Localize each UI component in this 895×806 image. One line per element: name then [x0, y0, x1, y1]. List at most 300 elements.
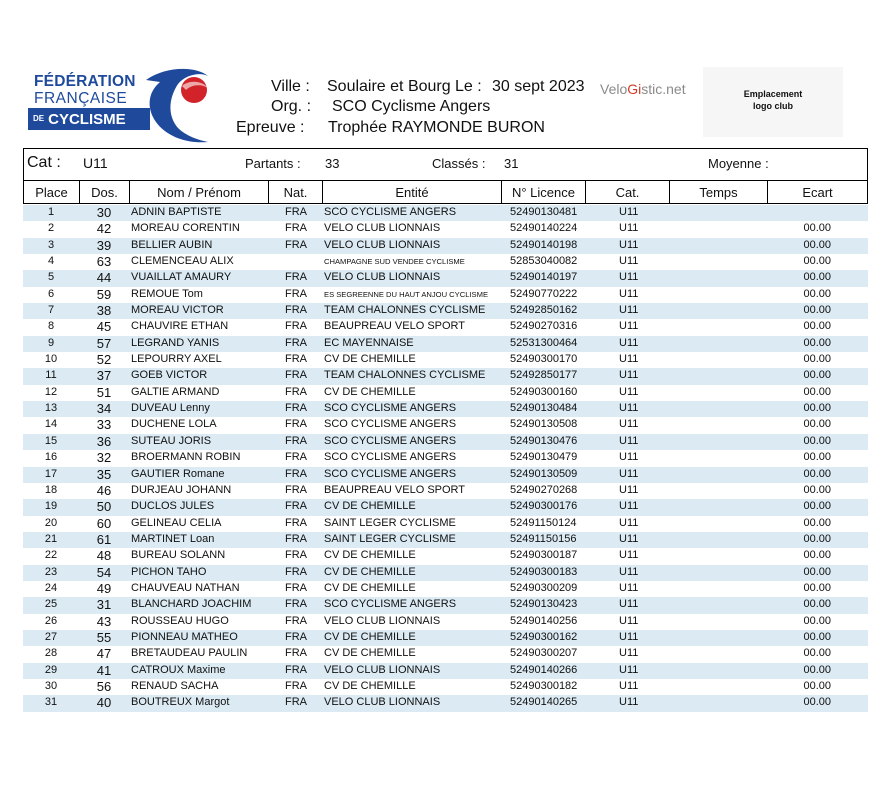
table-row	[23, 205, 868, 221]
place-cell: 21	[44, 532, 58, 545]
name-cell: VUAILLAT AMAURY	[131, 271, 232, 284]
place-cell: 29	[44, 663, 58, 676]
logo-line2: FRANÇAISE	[34, 90, 128, 107]
ecart-cell: 00.00	[803, 304, 831, 317]
name-cell: PICHON TAHO	[131, 565, 207, 578]
category-cell: U11	[619, 418, 639, 431]
name-cell: RENAUD SACHA	[131, 679, 219, 692]
ecart-cell: 00.00	[803, 516, 831, 529]
name-cell: BLANCHARD JOACHIM	[131, 598, 252, 611]
entity-cell: VELO CLUB LIONNAIS	[324, 696, 441, 709]
nationality-cell: FRA	[285, 598, 307, 611]
name-cell: BROERMANN ROBIN	[131, 451, 241, 464]
dossard-cell: 30	[96, 205, 112, 220]
ecart-cell: 00.00	[803, 369, 831, 382]
table-row	[23, 287, 868, 303]
category-cell: U11	[619, 663, 639, 676]
place-cell: 30	[44, 679, 58, 692]
ecart-cell: 00.00	[803, 663, 831, 676]
entity-cell: CV DE CHEMILLE	[324, 549, 416, 562]
dossard-cell: 37	[96, 368, 112, 384]
entity-cell: CHAMPAGNE SUD VENDEE CYCLISME	[324, 257, 465, 267]
ecart-cell: 00.00	[803, 418, 831, 431]
place-cell: 31	[44, 696, 58, 709]
dossard-cell: 51	[96, 384, 112, 400]
place-cell: 2	[47, 222, 55, 235]
dossard-cell: 34	[96, 401, 112, 417]
ecart-cell: 00.00	[803, 238, 831, 251]
category-cell: U11	[619, 222, 639, 235]
entity-cell: CV DE CHEMILLE	[324, 353, 416, 366]
dossard-cell: 50	[96, 499, 112, 515]
name-cell: BELLIER AUBIN	[131, 238, 213, 251]
ecart-cell: 00.00	[803, 222, 831, 235]
dossard-cell: 39	[96, 237, 112, 253]
table-row	[23, 368, 868, 384]
velogistic-brand	[600, 81, 686, 97]
category-cell: U11	[619, 630, 639, 643]
entity-cell: SCO CYCLISME ANGERS	[324, 467, 457, 480]
ecart-cell: 00.00	[803, 647, 831, 660]
entity-cell: SCO CYCLISME ANGERS	[324, 451, 457, 464]
licence-cell: 52490300170	[510, 353, 578, 366]
name-cell: BOUTREUX Margot	[131, 696, 230, 709]
nationality-cell: FRA	[285, 647, 307, 660]
category-cell: U11	[619, 336, 639, 349]
dossard-cell: 38	[96, 303, 112, 319]
name-cell: MOREAU VICTOR	[131, 304, 224, 317]
licence-cell: 52531300464	[510, 336, 578, 349]
partants-value: 33	[325, 156, 340, 171]
ecart-cell: 00.00	[803, 696, 831, 709]
licence-cell: 52490130509	[510, 467, 578, 480]
table-row	[23, 303, 868, 319]
category-cell: U11	[619, 271, 639, 284]
name-cell: MOREAU CORENTIN	[131, 222, 240, 235]
ecart-cell: 00.00	[803, 500, 831, 513]
cat-value: U11	[83, 155, 108, 171]
entity-cell: VELO CLUB LIONNAIS	[324, 222, 441, 235]
category-cell: U11	[619, 206, 639, 218]
col-ecart: Ecart	[768, 180, 868, 204]
licence-cell: 52490130484	[510, 402, 578, 415]
nationality-cell: FRA	[285, 385, 307, 398]
table-row	[23, 336, 868, 352]
licence-cell: 52853040082	[510, 255, 578, 268]
ffc-swirl-icon	[126, 66, 211, 144]
dossard-cell: 45	[96, 319, 112, 335]
licence-cell: 52490140256	[510, 614, 578, 627]
name-cell: DUCLOS JULES	[131, 500, 215, 513]
nationality-cell: FRA	[285, 222, 307, 235]
nationality-cell: FRA	[285, 679, 307, 692]
nationality-cell: FRA	[285, 320, 307, 333]
col-cat: Cat.	[586, 180, 670, 204]
epreuve-label: Epreuve :	[236, 119, 305, 136]
dossard-cell: 44	[96, 270, 112, 286]
licence-cell: 52492850177	[510, 369, 578, 382]
licence-cell: 52490130481	[510, 206, 578, 218]
dossard-cell: 47	[96, 646, 112, 662]
place-cell: 15	[44, 434, 58, 447]
table-row	[23, 401, 868, 417]
logo-line1: FÉDÉRATION	[34, 73, 136, 90]
ffc-logo	[26, 66, 211, 144]
table-row	[23, 679, 868, 695]
place-cell: 18	[44, 483, 58, 496]
category-cell: U11	[619, 304, 639, 317]
nationality-cell: FRA	[285, 483, 307, 496]
licence-cell: 52490300187	[510, 549, 578, 562]
velogistic-part3: stic.net	[641, 81, 686, 97]
entity-cell: CV DE CHEMILLE	[324, 581, 416, 594]
dossard-cell: 49	[96, 580, 112, 596]
ecart-cell: 00.00	[803, 287, 831, 300]
nationality-cell: FRA	[285, 369, 307, 382]
ecart-cell: 00.00	[803, 598, 831, 611]
dossard-cell: 43	[96, 613, 112, 629]
event-date: 30 sept 2023	[492, 78, 585, 95]
category-cell: U11	[619, 614, 639, 627]
licence-cell: 52490140265	[510, 696, 578, 709]
dossard-cell: 42	[96, 221, 112, 237]
nationality-cell: FRA	[285, 238, 307, 251]
ecart-cell: 00.00	[803, 483, 831, 496]
category-cell: U11	[619, 451, 639, 464]
moyenne-label: Moyenne :	[708, 156, 769, 171]
name-cell: DUCHENE LOLA	[131, 418, 217, 431]
place-cell: 14	[44, 418, 58, 431]
dossard-cell: 31	[96, 597, 112, 613]
category-cell: U11	[619, 434, 639, 447]
entity-cell: SCO CYCLISME ANGERS	[324, 418, 457, 431]
nationality-cell: FRA	[285, 304, 307, 317]
dossard-cell: 52	[96, 352, 112, 368]
results-table	[23, 205, 868, 712]
entity-cell: SAINT LEGER CYCLISME	[324, 516, 456, 529]
entity-cell: ES SEGREENNE DU HAUT ANJOU CYCLISME	[324, 289, 489, 299]
licence-cell: 52490300183	[510, 565, 578, 578]
entity-cell: BEAUPREAU VELO SPORT	[324, 320, 466, 333]
entity-cell: VELO CLUB LIONNAIS	[324, 271, 441, 284]
place-cell: 11	[45, 369, 57, 382]
nationality-cell: FRA	[285, 434, 307, 447]
entity-cell: VELO CLUB LIONNAIS	[324, 614, 441, 627]
table-row	[23, 614, 868, 630]
category-cell: U11	[619, 565, 639, 578]
category-cell: U11	[619, 696, 639, 709]
dossard-cell: 56	[96, 678, 112, 694]
partants-label: Partants :	[245, 156, 301, 171]
name-cell: LEPOURRY AXEL	[131, 353, 222, 366]
table-row	[23, 548, 868, 564]
licence-cell: 52490130423	[510, 598, 578, 611]
ecart-cell: 00.00	[803, 402, 831, 415]
entity-cell: VELO CLUB LIONNAIS	[324, 663, 441, 676]
place-cell: 24	[44, 581, 58, 594]
place-cell: 3	[47, 238, 55, 251]
licence-cell: 52490300160	[510, 385, 578, 398]
nationality-cell: FRA	[285, 630, 307, 643]
nationality-cell: FRA	[285, 581, 307, 594]
ecart-cell: 00.00	[803, 385, 831, 398]
place-cell: 9	[47, 336, 55, 349]
place-cell: 5	[47, 271, 55, 284]
ecart-cell: 00.00	[803, 532, 831, 545]
ecart-cell: 00.00	[803, 467, 831, 480]
ecart-cell: 00.00	[803, 271, 831, 284]
dossard-cell: 59	[96, 286, 112, 302]
nationality-cell: FRA	[285, 549, 307, 562]
dossard-cell: 33	[96, 417, 112, 433]
name-cell: GALTIE ARMAND	[131, 385, 220, 398]
place-cell: 17	[44, 467, 58, 480]
table-row	[23, 565, 868, 581]
classes-value: 31	[504, 156, 519, 171]
category-cell: U11	[619, 255, 639, 268]
category-cell: U11	[619, 516, 639, 529]
cat-label: Cat :	[27, 154, 61, 171]
table-row	[23, 581, 868, 597]
name-cell: CHAUVEAU NATHAN	[131, 581, 240, 594]
dossard-cell: 40	[96, 695, 112, 711]
entity-cell: CV DE CHEMILLE	[324, 647, 416, 660]
dossard-cell: 57	[96, 335, 112, 351]
place-cell: 7	[47, 304, 55, 317]
entity-cell: TEAM CHALONNES CYCLISME	[324, 369, 486, 382]
dossard-cell: 46	[96, 482, 112, 498]
classes-label: Classés :	[432, 156, 486, 171]
entity-cell: EC MAYENNAISE	[324, 336, 414, 349]
place-cell: 13	[44, 402, 58, 415]
entity-cell: SCO CYCLISME ANGERS	[324, 206, 457, 218]
nationality-cell: FRA	[285, 336, 307, 349]
nationality-cell: FRA	[285, 467, 307, 480]
licence-cell: 52490300209	[510, 581, 578, 594]
place-cell: 25	[44, 598, 58, 611]
category-cell: U11	[619, 647, 639, 660]
table-row	[23, 663, 868, 679]
nationality-cell: FRA	[285, 532, 307, 545]
nationality-cell: FRA	[285, 402, 307, 415]
place-cell: 1	[47, 206, 55, 218]
epreuve-value: Trophée RAYMONDE BURON	[328, 119, 545, 136]
table-row	[23, 499, 868, 515]
name-cell: SUTEAU JORIS	[131, 434, 212, 447]
ecart-cell: 00.00	[803, 549, 831, 562]
licence-cell: 52490140266	[510, 663, 578, 676]
logo-band-text: CYCLISME	[48, 110, 126, 128]
nationality-cell: FRA	[285, 500, 307, 513]
entity-cell: SCO CYCLISME ANGERS	[324, 598, 457, 611]
name-cell: ROUSSEAU HUGO	[131, 614, 229, 627]
table-row	[23, 417, 868, 433]
entity-cell: CV DE CHEMILLE	[324, 385, 416, 398]
dossard-cell: 55	[96, 629, 112, 645]
licence-cell: 52490300162	[510, 630, 578, 643]
place-cell: 10	[44, 353, 58, 366]
dossard-cell: 36	[96, 433, 112, 449]
ecart-cell: 00.00	[803, 614, 831, 627]
nationality-cell: FRA	[285, 516, 307, 529]
entity-cell: CV DE CHEMILLE	[324, 500, 416, 513]
place-cell: 26	[44, 614, 58, 627]
name-cell: REMOUE Tom	[131, 287, 203, 300]
nationality-cell: FRA	[285, 287, 307, 300]
club-logo-line1: Emplacement	[743, 89, 803, 99]
club-logo-line2: logo club	[753, 101, 793, 111]
licence-cell: 52490270268	[510, 483, 578, 496]
ecart-cell: 00.00	[803, 336, 831, 349]
table-row	[23, 467, 868, 483]
licence-cell: 52490140197	[510, 271, 578, 284]
licence-cell: 52491150124	[510, 516, 577, 529]
nationality-cell: FRA	[285, 614, 307, 627]
name-cell: CLEMENCEAU ALIX	[131, 255, 234, 268]
col-nat: Nat.	[269, 180, 323, 204]
ecart-cell: 00.00	[803, 434, 831, 447]
name-cell: LEGRAND YANIS	[131, 336, 220, 349]
org-value: SCO Cyclisme Angers	[332, 98, 491, 115]
licence-cell: 52490300182	[510, 679, 578, 692]
table-row	[23, 483, 868, 499]
nationality-cell: FRA	[285, 418, 307, 431]
dossard-cell: 32	[96, 450, 112, 466]
licence-cell: 52490140198	[510, 238, 578, 251]
table-row	[23, 352, 868, 368]
dossard-cell: 54	[96, 564, 112, 580]
col-licence: N° Licence	[502, 180, 586, 204]
place-cell: 20	[44, 516, 58, 529]
logo-de: DE	[33, 114, 45, 123]
place-cell: 8	[47, 320, 55, 333]
table-row	[23, 630, 868, 646]
dossard-cell: 63	[96, 254, 112, 270]
category-cell: U11	[619, 483, 639, 496]
place-cell: 4	[47, 255, 55, 268]
date-label: Le :	[455, 78, 482, 95]
category-cell: U11	[619, 238, 639, 251]
ville-label: Ville :	[271, 78, 310, 95]
category-cell: U11	[619, 287, 639, 300]
table-row	[23, 319, 868, 335]
name-cell: GELINEAU CELIA	[131, 516, 222, 529]
nationality-cell: FRA	[285, 353, 307, 366]
entity-cell: CV DE CHEMILLE	[324, 679, 416, 692]
licence-cell: 52490140224	[510, 222, 578, 235]
licence-cell: 52490770222	[510, 287, 578, 300]
name-cell: DUVEAU Lenny	[131, 402, 210, 415]
dossard-cell: 61	[96, 531, 112, 547]
name-cell: CATROUX Maxime	[131, 663, 226, 676]
ecart-cell: 00.00	[803, 320, 831, 333]
category-cell: U11	[619, 467, 639, 480]
nationality-cell: FRA	[285, 451, 307, 464]
nationality-cell: FRA	[285, 271, 307, 284]
nationality-cell: FRA	[285, 565, 307, 578]
entity-cell: BEAUPREAU VELO SPORT	[324, 483, 466, 496]
table-row	[23, 385, 868, 401]
table-row	[23, 597, 868, 613]
table-row	[23, 532, 868, 548]
table-row	[23, 270, 868, 286]
licence-cell: 52492850162	[510, 304, 578, 317]
category-cell: U11	[619, 532, 639, 545]
col-dos: Dos.	[80, 180, 130, 204]
name-cell: BRETAUDEAU PAULIN	[131, 647, 248, 660]
category-cell: U11	[619, 402, 639, 415]
dossard-cell: 60	[96, 515, 112, 531]
entity-cell: VELO CLUB LIONNAIS	[324, 238, 441, 251]
table-row	[23, 450, 868, 466]
category-cell: U11	[619, 679, 639, 692]
place-cell: 22	[44, 549, 58, 562]
nationality-cell: FRA	[285, 696, 307, 709]
nationality-cell: FRA	[285, 663, 307, 676]
category-cell: U11	[619, 598, 639, 611]
licence-cell: 52491150156	[510, 532, 577, 545]
licence-cell: 52490130476	[510, 434, 578, 447]
licence-cell: 52490130479	[510, 451, 578, 464]
ecart-cell: 00.00	[803, 353, 831, 366]
category-cell: U11	[619, 549, 639, 562]
ecart-cell: 00.00	[803, 451, 831, 464]
category-cell: U11	[619, 500, 639, 513]
velogistic-part1: Velo	[600, 81, 628, 97]
category-cell: U11	[619, 581, 639, 594]
table-row	[23, 646, 868, 662]
table-row	[23, 434, 868, 450]
category-cell: U11	[619, 353, 639, 366]
entity-cell: TEAM CHALONNES CYCLISME	[324, 304, 486, 317]
club-logo-placeholder	[703, 67, 843, 137]
table-row	[23, 238, 868, 254]
col-entite: Entité	[323, 180, 502, 204]
ville-value: Soulaire et Bourg	[327, 78, 451, 95]
place-cell: 27	[44, 630, 58, 643]
ecart-cell: 00.00	[803, 630, 831, 643]
category-cell: U11	[619, 385, 639, 398]
entity-cell: SCO CYCLISME ANGERS	[324, 402, 457, 415]
category-cell: U11	[619, 369, 639, 382]
licence-cell: 52490130508	[510, 418, 578, 431]
place-cell: 12	[44, 385, 58, 398]
place-cell: 19	[44, 500, 58, 513]
licence-cell: 52490300176	[510, 500, 578, 513]
ecart-cell: 00.00	[803, 581, 831, 594]
dossard-cell: 41	[96, 662, 112, 678]
col-place: Place	[23, 180, 80, 204]
licence-cell: 52490300207	[510, 647, 578, 660]
table-row	[23, 695, 868, 711]
name-cell: CHAUVIRE ETHAN	[131, 320, 229, 333]
col-name: Nom / Prénom	[130, 180, 269, 204]
entity-cell: SCO CYCLISME ANGERS	[324, 434, 457, 447]
entity-cell: CV DE CHEMILLE	[324, 565, 416, 578]
ecart-cell: 00.00	[803, 255, 831, 268]
licence-cell: 52490270316	[510, 320, 578, 333]
ecart-cell: 00.00	[803, 565, 831, 578]
dossard-cell: 35	[96, 466, 112, 482]
name-cell: DURJEAU JOHANN	[131, 483, 232, 496]
nationality-cell: FRA	[285, 206, 307, 218]
place-cell: 6	[47, 287, 55, 300]
name-cell: ADNIN BAPTISTE	[131, 206, 222, 218]
name-cell: GAUTIER Romane	[131, 467, 225, 480]
table-row	[23, 221, 868, 237]
ecart-cell: 00.00	[803, 679, 831, 692]
name-cell: BUREAU SOLANN	[131, 549, 226, 562]
